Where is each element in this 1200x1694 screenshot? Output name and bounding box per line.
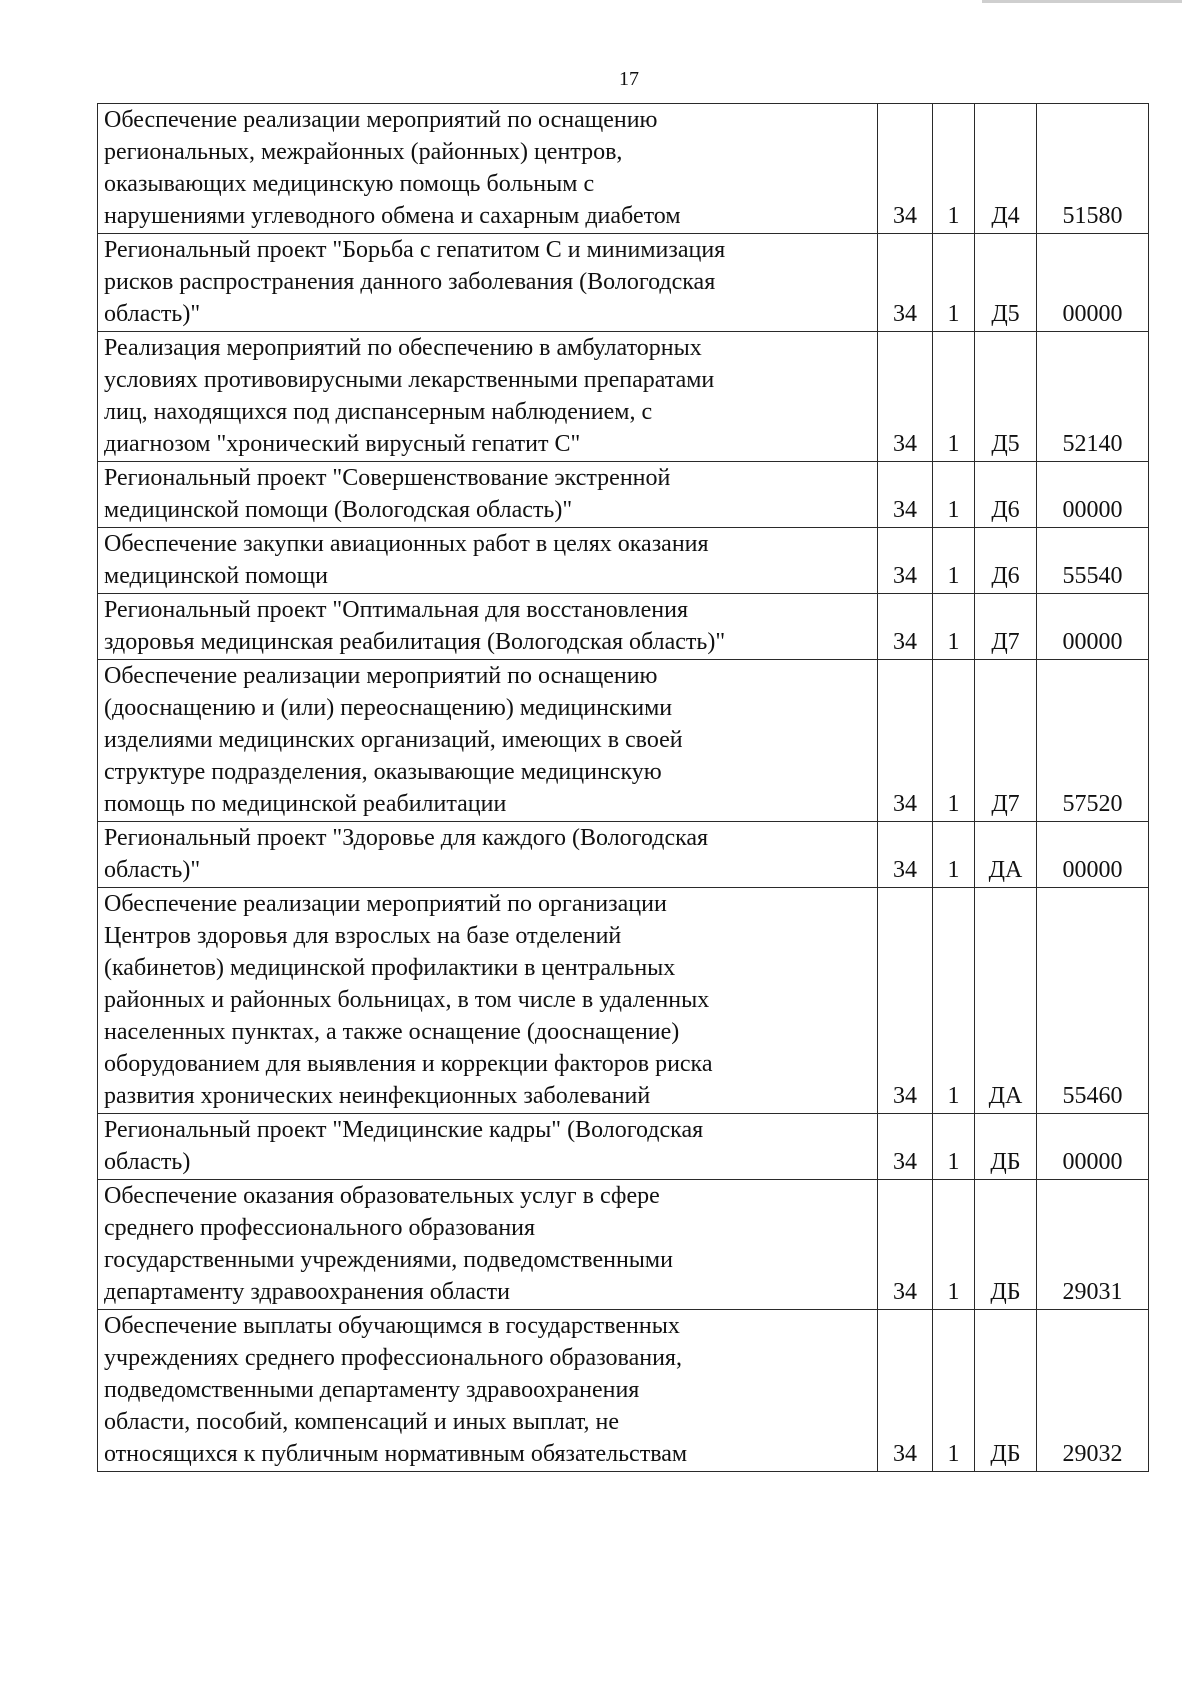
description-line: здоровья медицинская реабилитация (Вологодская область)": [104, 629, 726, 655]
description-line: условиях противовирусными лекарственными препаратами: [104, 367, 715, 393]
description-line: области, пособий, компенсаций и иных выплат, не: [104, 1409, 620, 1435]
project-code: ДБ: [975, 1180, 1037, 1310]
budget-classification-table: [97, 103, 1149, 1472]
program-code: 34: [878, 528, 933, 594]
description-line: (кабинетов) медицинской профилактики в центральных: [104, 955, 676, 981]
description-line: нарушениями углеводного обмена и сахарным диабетом: [104, 203, 681, 229]
project-code: Д5: [975, 332, 1037, 462]
direction-code: 29031: [1037, 1180, 1149, 1310]
description-line: медицинской помощи: [104, 563, 328, 589]
row-description: [98, 1114, 878, 1180]
description-line: диагнозом "хронический вирусный гепатит С": [104, 431, 581, 457]
project-code: ДБ: [975, 1310, 1037, 1472]
direction-code: 51580: [1037, 104, 1149, 234]
program-code: 34: [878, 822, 933, 888]
description-line: Региональный проект "Совершенствование экстренной: [104, 465, 671, 491]
description-line: развития хронических неинфекционных заболеваний: [104, 1083, 651, 1109]
description-line: районных и районных больницах, в том числе в удаленных: [104, 987, 710, 1013]
subprogram-code: 1: [933, 528, 975, 594]
row-description: [98, 528, 878, 594]
description-line: Обеспечение оказания образовательных услуг в сфере: [104, 1183, 660, 1209]
page-number: 17: [619, 68, 639, 90]
table-row: [98, 1310, 1149, 1472]
direction-code: 52140: [1037, 332, 1149, 462]
row-description: [98, 104, 878, 234]
table-row: [98, 1180, 1149, 1310]
description-line: Обеспечение реализации мероприятий по организации: [104, 891, 667, 917]
description-line: лиц, находящихся под диспансерным наблюдением, с: [104, 399, 653, 425]
project-code: Д7: [975, 594, 1037, 660]
direction-code: 29032: [1037, 1310, 1149, 1472]
description-line: относящихся к публичным нормативным обязательствам: [104, 1441, 688, 1467]
direction-code: 00000: [1037, 462, 1149, 528]
subprogram-code: 1: [933, 462, 975, 528]
program-code: 34: [878, 888, 933, 1114]
table-row: [98, 594, 1149, 660]
table-row: [98, 888, 1149, 1114]
project-code: Д7: [975, 660, 1037, 822]
direction-code: 00000: [1037, 594, 1149, 660]
row-description: [98, 462, 878, 528]
row-description: [98, 594, 878, 660]
project-code: ДА: [975, 888, 1037, 1114]
row-description: [98, 822, 878, 888]
table-row: [98, 528, 1149, 594]
direction-code: 00000: [1037, 1114, 1149, 1180]
table-body: [98, 104, 1149, 1472]
description-line: изделиями медицинских организаций, имеющих в своей: [104, 727, 683, 753]
description-line: (дооснащению и (или) переоснащению) медицинскими: [104, 695, 673, 721]
project-code: ДА: [975, 822, 1037, 888]
description-line: область)": [104, 301, 201, 327]
subprogram-code: 1: [933, 822, 975, 888]
subprogram-code: 1: [933, 332, 975, 462]
subprogram-code: 1: [933, 660, 975, 822]
program-code: 34: [878, 234, 933, 332]
description-line: среднего профессионального образования: [104, 1215, 536, 1241]
description-line: Реализация мероприятий по обеспечению в амбулаторных: [104, 335, 702, 361]
direction-code: 55460: [1037, 888, 1149, 1114]
direction-code: 55540: [1037, 528, 1149, 594]
direction-code: 00000: [1037, 234, 1149, 332]
row-description: [98, 1180, 878, 1310]
direction-code: 00000: [1037, 822, 1149, 888]
description-line: департаменту здравоохранения области: [104, 1279, 510, 1305]
subprogram-code: 1: [933, 1310, 975, 1472]
description-line: государственными учреждениями, подведомственными: [104, 1247, 673, 1273]
project-code: Д6: [975, 462, 1037, 528]
row-description: [98, 888, 878, 1114]
description-line: структуре подразделения, оказывающие медицинскую: [104, 759, 662, 785]
description-line: помощь по медицинской реабилитации: [104, 791, 507, 817]
direction-code: 57520: [1037, 660, 1149, 822]
program-code: 34: [878, 104, 933, 234]
subprogram-code: 1: [933, 594, 975, 660]
row-description: [98, 1310, 878, 1472]
description-line: населенных пунктах, а также оснащение (дооснащение): [104, 1019, 680, 1045]
table-row: [98, 332, 1149, 462]
subprogram-code: 1: [933, 104, 975, 234]
subprogram-code: 1: [933, 1114, 975, 1180]
row-description: [98, 332, 878, 462]
program-code: 34: [878, 462, 933, 528]
table-row: [98, 660, 1149, 822]
description-line: Центров здоровья для взрослых на базе отделений: [104, 923, 622, 949]
description-line: подведомственными департаменту здравоохранения: [104, 1377, 640, 1403]
table-row: [98, 104, 1149, 234]
subprogram-code: 1: [933, 1180, 975, 1310]
description-line: оборудованием для выявления и коррекции факторов риска: [104, 1051, 713, 1077]
subprogram-code: 1: [933, 234, 975, 332]
row-description: [98, 234, 878, 332]
description-line: Обеспечение реализации мероприятий по оснащению: [104, 663, 658, 689]
description-line: Обеспечение выплаты обучающимся в государственных: [104, 1313, 680, 1339]
description-line: оказывающих медицинскую помощь больным с: [104, 171, 595, 197]
description-line: региональных, межрайонных (районных) центров,: [104, 139, 623, 165]
project-code: Д5: [975, 234, 1037, 332]
description-line: рисков распространения данного заболевания (Вологодская: [104, 269, 716, 295]
program-code: 34: [878, 594, 933, 660]
scan-edge-mark: [982, 0, 1182, 3]
description-line: Региональный проект "Оптимальная для восстановления: [104, 597, 689, 623]
project-code: ДБ: [975, 1114, 1037, 1180]
description-line: медицинской помощи (Вологодская область)": [104, 497, 573, 523]
row-description: [98, 660, 878, 822]
description-line: область): [104, 1149, 191, 1175]
description-line: Региональный проект "Медицинские кадры" (Вологодская: [104, 1117, 704, 1143]
program-code: 34: [878, 1310, 933, 1472]
description-line: область)": [104, 857, 201, 883]
program-code: 34: [878, 660, 933, 822]
program-code: 34: [878, 1180, 933, 1310]
table-row: [98, 1114, 1149, 1180]
description-line: Региональный проект "Здоровье для каждого (Вологодская: [104, 825, 709, 851]
description-line: учреждениях среднего профессионального образования,: [104, 1345, 682, 1371]
project-code: Д6: [975, 528, 1037, 594]
program-code: 34: [878, 332, 933, 462]
table-row: [98, 462, 1149, 528]
description-line: Обеспечение закупки авиационных работ в целях оказания: [104, 531, 709, 557]
table-row: [98, 234, 1149, 332]
program-code: 34: [878, 1114, 933, 1180]
description-line: Обеспечение реализации мероприятий по оснащению: [104, 107, 658, 133]
project-code: Д4: [975, 104, 1037, 234]
table-row: [98, 822, 1149, 888]
description-line: Региональный проект "Борьба с гепатитом С и минимизация: [104, 237, 726, 263]
subprogram-code: 1: [933, 888, 975, 1114]
